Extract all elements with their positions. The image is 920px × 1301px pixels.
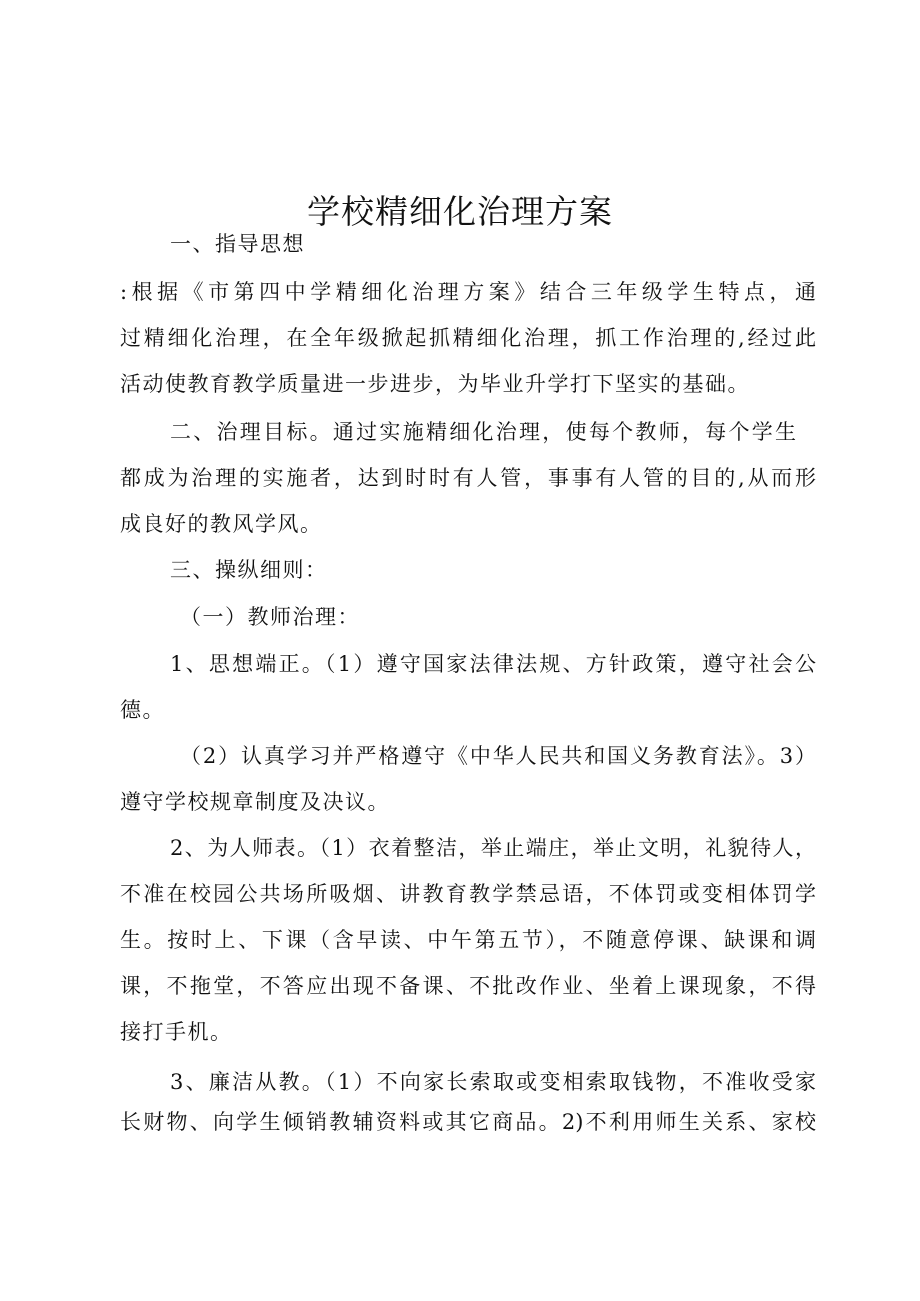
paragraph-line: 课，不拖堂，不答应出现不备课、不批改作业、坐着上课现象，不得 bbox=[120, 974, 816, 998]
paragraph-line: 3、廉洁从教。（1）不向家长索取或变相索取钱物，不准收受家 bbox=[170, 1070, 816, 1094]
paragraph-line: :根据《市第四中学精细化治理方案》结合三年级学生特点，通 bbox=[120, 280, 816, 304]
subsection-heading-teacher: （一）教师治理： bbox=[180, 605, 360, 629]
paragraph-line: 成良好的教风学风。 bbox=[120, 512, 323, 536]
paragraph-line: （2）认真学习并严格遵守《中华人民共和国义务教育法》。3） bbox=[180, 744, 816, 768]
paragraph-line: 遵守学校规章制度及决议。 bbox=[120, 790, 390, 814]
paragraph-line: 1、思想端正。（1）遵守国家法律法规、方针政策，遵守社会公 bbox=[170, 652, 816, 676]
paragraph-line: 过精细化治理，在全年级掀起抓精细化治理，抓工作治理的,经过此 bbox=[120, 326, 816, 350]
paragraph-line: 生。按时上、下课（含早读、中午第五节），不随意停课、缺课和调 bbox=[120, 928, 816, 952]
paragraph-line: 活动使教育教学质量进一步进步，为毕业升学打下坚实的基础。 bbox=[120, 372, 750, 396]
paragraph-line: 长财物、向学生倾销教辅资料或其它商品。2)不利用师生关系、家校 bbox=[120, 1110, 816, 1134]
section-heading-rules: 三、操纵细则： bbox=[170, 558, 328, 582]
paragraph-line: 二、治理目标。通过实施精细化治理，使每个教师，每个学生 bbox=[170, 420, 796, 444]
paragraph-line: 2、为人师表。（1）衣着整洁，举止端庄，举止文明，礼貌待人， bbox=[170, 836, 816, 860]
paragraph-line: 接打手机。 bbox=[120, 1020, 233, 1044]
document-title: 学校精细化治理方案 bbox=[307, 192, 613, 232]
paragraph-line: 德。 bbox=[120, 698, 165, 722]
section-heading-guiding-thought: 一、指导思想 bbox=[170, 232, 305, 256]
paragraph-line: 都成为治理的实施者，达到时时有人管，事事有人管的目的,从而形 bbox=[120, 466, 816, 490]
paragraph-line: 不准在校园公共场所吸烟、讲教育教学禁忌语，不体罚或变相体罚学 bbox=[120, 882, 816, 906]
